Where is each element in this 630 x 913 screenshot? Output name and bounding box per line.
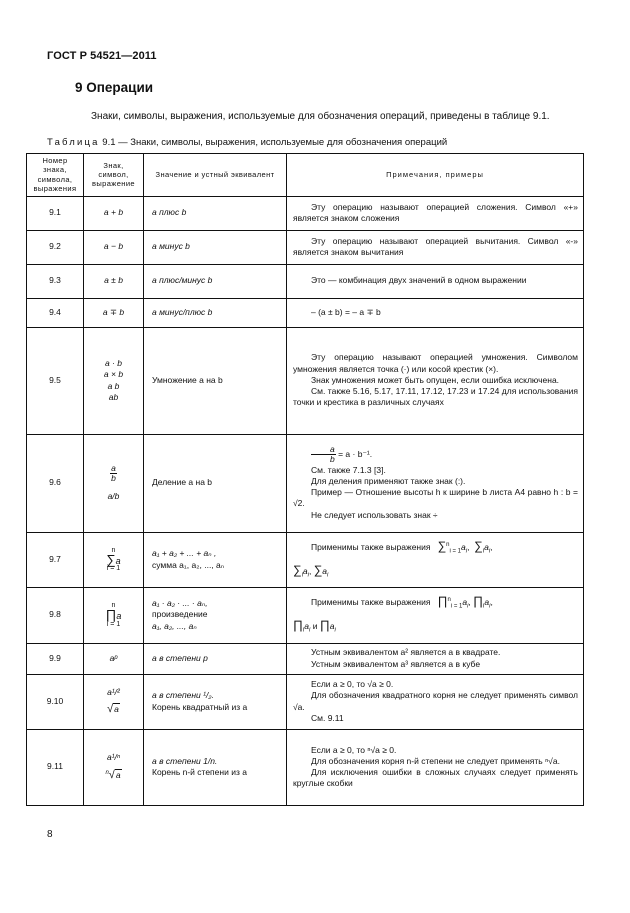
row-symbol xyxy=(84,532,144,587)
row-number: 9.8 xyxy=(27,587,84,643)
section-title: 9 Операции xyxy=(75,80,154,95)
row-symbol: a − b xyxy=(84,230,144,264)
col-header-number: Номер знака, символа, выражения xyxy=(27,154,84,197)
table-row xyxy=(27,643,584,674)
row-meaning: a₁ + a₂ + ... + aₙ , сумма a₁, a₂, ..., aₙ xyxy=(144,532,287,587)
row-meaning: a плюс/минус b xyxy=(144,264,287,298)
table-row xyxy=(27,230,584,264)
row-notes: Устным эквивалентом a² является a в квадрате. Устным эквивалентом a³ является a в кубе xyxy=(287,643,584,674)
row-symbol: $\frac{a}{b}$ a/b xyxy=(84,434,144,532)
document-header: ГОСТ Р 54521—2011 xyxy=(47,50,157,62)
row-symbol: aᵖ xyxy=(84,643,144,674)
row-notes: Если a ≥ 0, то ⁿ√a ≥ 0. Для обозначения корня n-й степени не следует применять ⁿ√a. Для исключения ошибки в сложных случаях следует применять круглые скобки xyxy=(287,729,584,805)
row-number: 9.5 xyxy=(27,327,84,434)
caption-word: Таблица xyxy=(47,137,100,148)
row-notes: Если a ≥ 0, то √a ≥ 0. Для обозначения квадратного корня не следует применять символ √a. См. 9.11 xyxy=(287,674,584,729)
table-row xyxy=(27,196,584,230)
row-meaning: a минус/плюс b xyxy=(144,298,287,327)
intro-paragraph: Знаки, символы, выражения, используемые для обозначения операций, приведены в таблице 9.1. xyxy=(91,111,550,122)
row-number: 9.10 xyxy=(27,674,84,729)
row-symbol xyxy=(84,587,144,643)
row-symbol: a¹/ⁿ $^n$√a xyxy=(84,729,144,805)
table-row xyxy=(27,264,584,298)
row-notes: Эту операцию называют операцией вычитания. Символ «-» является знаком вычитания xyxy=(287,230,584,264)
square-root-symbol: √a xyxy=(107,702,119,715)
row-notes: Это — комбинация двух значений в одном выражении xyxy=(287,264,584,298)
row-number: 9.6 xyxy=(27,434,84,532)
col-header-notes: Примечания, примеры xyxy=(287,154,584,197)
row-notes: – (a ± b) = – a ∓ b xyxy=(287,298,584,327)
caption-text: 9.1 — Знаки, символы, выражения, используемые для обозначения операций xyxy=(102,137,448,148)
row-symbol: a¹/² √a xyxy=(84,674,144,729)
product-symbol: n ∏a i = 1 xyxy=(105,602,122,628)
operations-table xyxy=(26,153,584,806)
row-symbol: a ∓ b xyxy=(84,298,144,327)
row-symbol: a + b xyxy=(84,196,144,230)
table-row xyxy=(27,298,584,327)
row-meaning: a₁ · a₂ · ... · aₙ, произведение a₁, a₂, ..., aₙ xyxy=(144,587,287,643)
row-number: 9.11 xyxy=(27,729,84,805)
row-number: 9.2 xyxy=(27,230,84,264)
table-row xyxy=(27,587,584,643)
row-meaning: a в степени p xyxy=(144,643,287,674)
row-symbol: a · b a × b a b ab xyxy=(84,327,144,434)
page-number: 8 xyxy=(47,829,53,840)
table-caption xyxy=(47,137,587,148)
row-number: 9.3 xyxy=(27,264,84,298)
table-header-row xyxy=(27,154,584,197)
table-row xyxy=(27,729,584,805)
summation-symbol: n ∑a i = 1 xyxy=(106,546,121,573)
nth-root-symbol: $^n$√a xyxy=(105,768,121,781)
table-row xyxy=(27,434,584,532)
row-meaning: Деление a на b xyxy=(144,434,287,532)
col-header-meaning: Значение и устный эквивалент xyxy=(144,154,287,197)
row-number: 9.9 xyxy=(27,643,84,674)
fraction-expression: $\frac{a}{b}$ xyxy=(311,445,336,465)
row-notes: Применимы также выражения $\prod^n_{i = 1}a_i$, $\prod_ia_i$, $\prod_ia_i$ и $\prod a_i$ xyxy=(287,587,584,643)
col-header-symbol: Знак, символ, выражение xyxy=(84,154,144,197)
table-row xyxy=(27,327,584,434)
table-row xyxy=(27,532,584,587)
row-meaning: a в степени 1/n. Корень n-й степени из a xyxy=(144,729,287,805)
row-notes: Эту операцию называют операцией сложения. Символ «+» является знаком сложения xyxy=(287,196,584,230)
table-row xyxy=(27,674,584,729)
row-meaning: a в степени ¹/₂. Корень квадратный из a xyxy=(144,674,287,729)
row-number: 9.1 xyxy=(27,196,84,230)
row-meaning: Умножение a на b xyxy=(144,327,287,434)
row-meaning: a плюс b xyxy=(144,196,287,230)
row-notes: Эту операцию называют операцией умножения. Символом умножения является точка (·) или косой крестик (×). Знак умножения может быть опущен, если ошибка исключена. См. также 5.16, 5.17, 17.11, 17.12, 17.23 и 17.24 для использования точки и крестика в различных случаях xyxy=(287,327,584,434)
row-number: 9.7 xyxy=(27,532,84,587)
fraction-symbol: $\frac{a}{b}$ xyxy=(111,462,116,483)
row-notes: Применимы также выражения $\sum^n_{i = 1}a_i$, $\sum_ia_i$, $\sum_ia_i$, $\sum a_i$ xyxy=(287,532,584,587)
row-notes: $\frac{a}{b}$ = a · b⁻¹. См. также 7.1.3 [3]. Для деления применяют также знак (:). Пример — Отношение высоты h к ширине b листа А4 равно h : b = √2. Не следует использовать знак ÷ xyxy=(287,434,584,532)
row-number: 9.4 xyxy=(27,298,84,327)
row-symbol: a ± b xyxy=(84,264,144,298)
row-meaning: a минус b xyxy=(144,230,287,264)
